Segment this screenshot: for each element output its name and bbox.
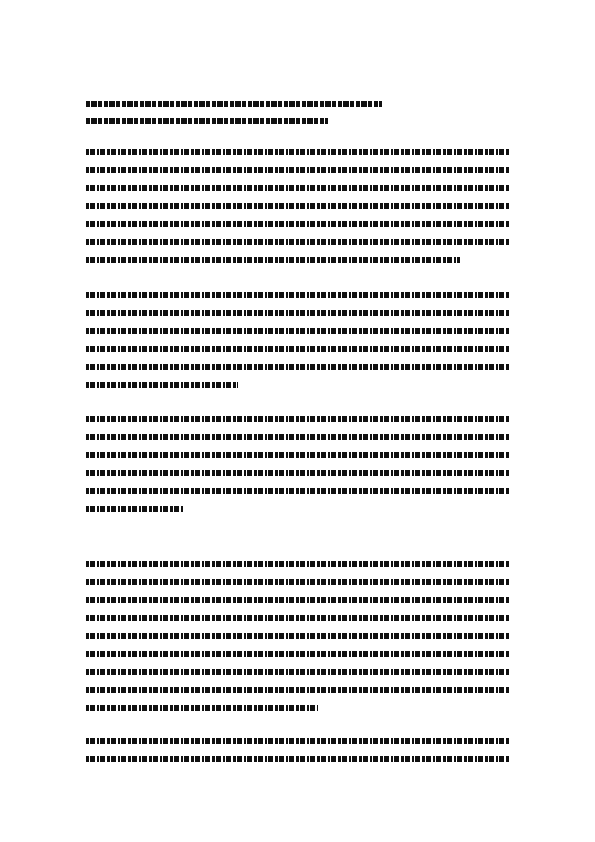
text-line	[86, 651, 510, 657]
text-line	[86, 434, 510, 440]
text-line	[86, 364, 510, 370]
text-line	[86, 239, 510, 245]
text-line	[86, 597, 510, 603]
text-line	[86, 328, 510, 334]
text-line	[86, 346, 510, 352]
text-line	[86, 310, 510, 316]
heading-line	[86, 118, 328, 124]
heading-line	[86, 101, 382, 107]
text-line	[86, 470, 510, 476]
text-line	[86, 615, 510, 621]
text-line	[86, 669, 510, 675]
text-line	[86, 488, 510, 494]
text-line	[86, 416, 510, 422]
text-line	[86, 738, 510, 744]
text-line	[86, 561, 510, 567]
text-line	[86, 221, 510, 227]
text-line	[86, 452, 510, 458]
text-line	[86, 382, 238, 388]
text-line	[86, 687, 510, 693]
text-line	[86, 292, 510, 298]
text-line	[86, 705, 318, 711]
text-line	[86, 167, 510, 173]
text-line	[86, 257, 460, 263]
text-line	[86, 756, 510, 762]
text-line	[86, 633, 510, 639]
text-line	[86, 579, 510, 585]
text-line	[86, 506, 184, 512]
text-line	[86, 185, 510, 191]
text-line	[86, 203, 510, 209]
text-line	[86, 149, 510, 155]
